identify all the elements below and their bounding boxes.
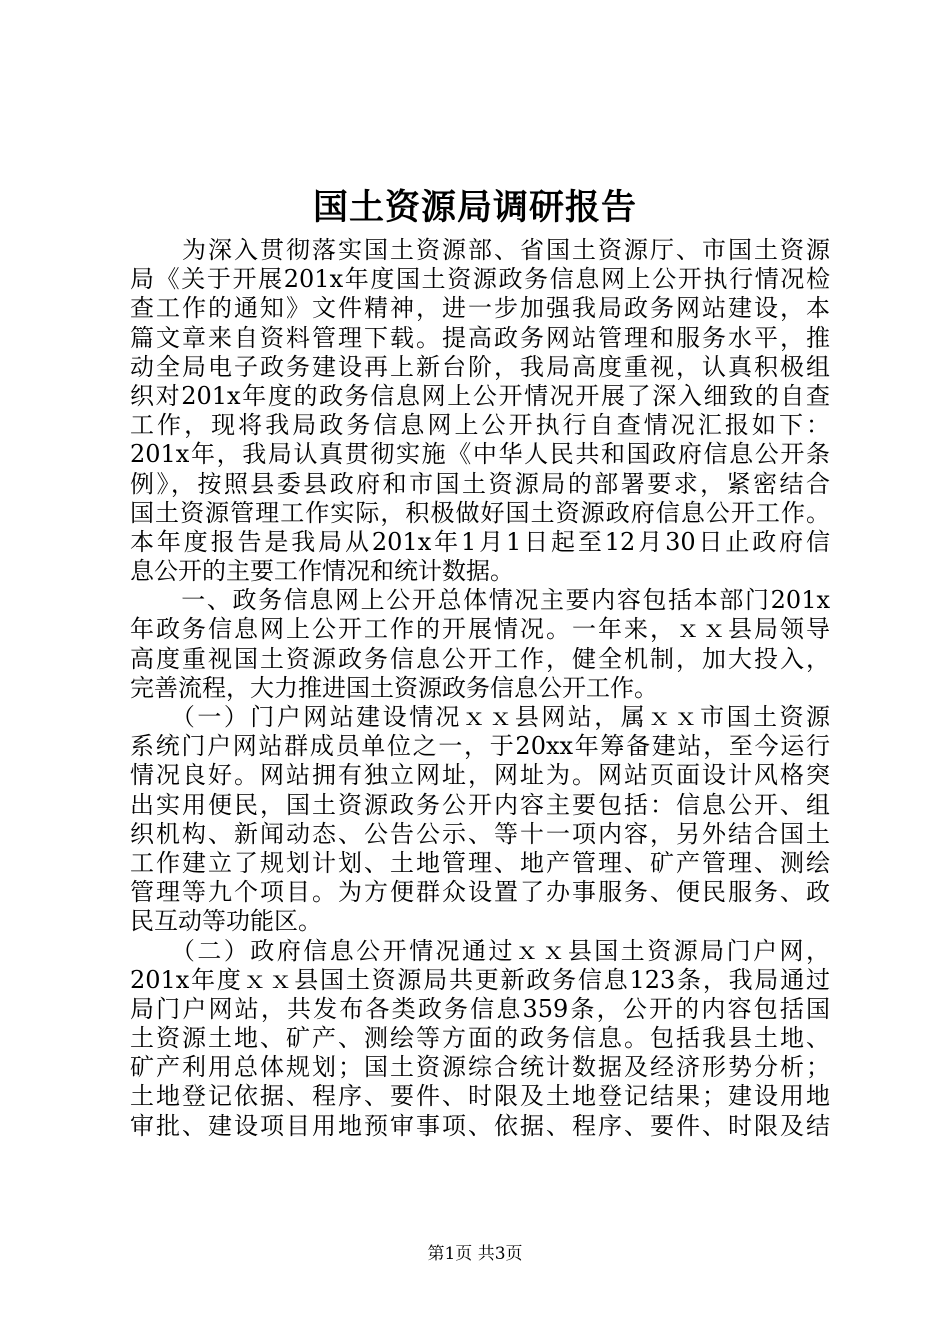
body-line: 矿产利用总体规划；国土资源综合统计数据及经济形势分析；	[130, 1053, 830, 1082]
body-line: 民互动等功能区。	[130, 907, 322, 936]
body-line: 局门户网站，共发布各类政务信息359条，公开的内容包括国	[130, 994, 830, 1023]
body-line: 完善流程，大力推进国土资源政务信息公开工作。	[130, 673, 658, 702]
body-line: 工作建立了规划计划、土地管理、地产管理、矿产管理、测绘	[130, 848, 830, 877]
body-line: （二）政府信息公开情况通过ｘｘ县国土资源局门户网，	[130, 936, 830, 965]
body-line: 年政务信息网上公开工作的开展情况。一年来，ｘｘ县局领导	[130, 615, 830, 644]
body-line: 201x年度ｘｘ县国土资源局共更新政务信息123条，我局通过	[130, 965, 830, 994]
body-line: 织对201x年度的政务信息网上公开情况开展了深入细致的自查	[130, 381, 830, 410]
body-line: 动全局电子政务建设再上新台阶，我局高度重视，认真积极组	[130, 352, 830, 381]
body-line: 国土资源管理工作实际，积极做好国土资源政府信息公开工作。	[130, 498, 830, 527]
body-line: 局《关于开展201x年度国土资源政务信息网上公开执行情况检	[130, 265, 830, 294]
body-line: 管理等九个项目。为方便群众设置了办事服务、便民服务、政	[130, 878, 830, 907]
body-line: 查工作的通知》文件精神，进一步加强我局政务网站建设，本	[130, 294, 830, 323]
body-line: 例》，按照县委县政府和市国土资源局的部署要求，紧密结合	[130, 469, 830, 498]
body-line: 一、政务信息网上公开总体情况主要内容包括本部门201x	[130, 586, 830, 615]
body-line: 织机构、新闻动态、公告公示、等十一项内容，另外结合国土	[130, 819, 830, 848]
body-line: 审批、建设项目用地预审事项、依据、程序、要件、时限及结	[130, 1111, 830, 1140]
document-title: 国土资源局调研报告	[312, 187, 637, 228]
body-line: 本年度报告是我局从201x年1月1日起至12月30日止政府信	[130, 527, 830, 556]
body-line: 土资源土地、矿产、测绘等方面的政务信息。包括我县土地、	[130, 1024, 830, 1053]
body-line: 息公开的主要工作情况和统计数据。	[130, 557, 514, 586]
body-line: 情况良好。网站拥有独立网址，网址为。网站页面设计风格突	[130, 761, 830, 790]
body-line: 篇文章来自资料管理下载。提高政务网站管理和服务水平，推	[130, 323, 830, 352]
body-line: 为深入贯彻落实国土资源部、省国土资源厅、市国土资源	[130, 236, 830, 264]
body-line: 系统门户网站群成员单位之一，于20xx年筹备建站，至今运行	[130, 732, 830, 761]
body-line: 出实用便民，国土资源政务公开内容主要包括：信息公开、组	[130, 790, 830, 819]
page-footer: 第1页 共3页	[427, 1244, 523, 1264]
document-body	[130, 236, 830, 1141]
body-line: 高度重视国土资源政务信息公开工作，健全机制，加大投入，	[130, 644, 830, 673]
body-line: （一）门户网站建设情况ｘｘ县网站，属ｘｘ市国土资源	[130, 703, 830, 731]
body-line: 工作，现将我局政务信息网上公开执行自查情况汇报如下：	[130, 411, 830, 440]
body-line: 土地登记依据、程序、要件、时限及土地登记结果；建设用地	[130, 1082, 830, 1111]
body-line: 201x年，我局认真贯彻实施《中华人民共和国政府信息公开条	[130, 440, 830, 469]
